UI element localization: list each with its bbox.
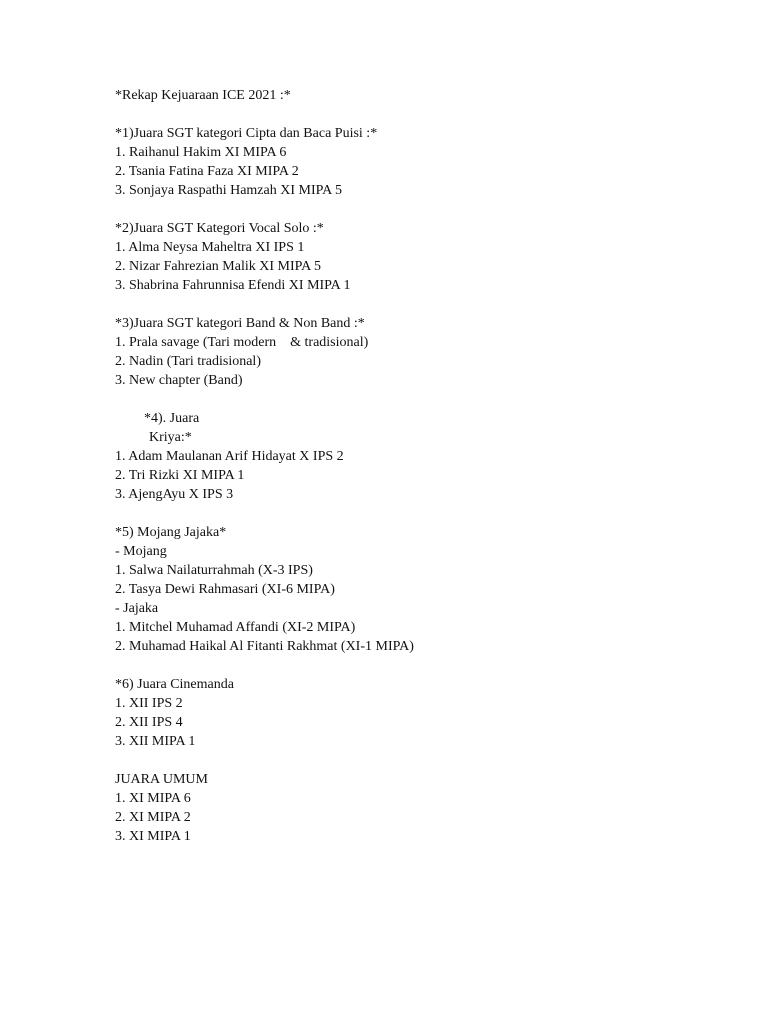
list-item: 2. Tasya Dewi Rahmasari (XI-6 MIPA) <box>115 582 335 597</box>
list-item: 1. Alma Neysa Maheltra XI IPS 1 <box>115 240 305 255</box>
list-item: 2. Tri Rizki XI MIPA 1 <box>115 468 245 483</box>
group-label-jajaka: - Jajaka <box>115 601 159 616</box>
list-item: 2. XII IPS 4 <box>115 715 183 730</box>
section-heading-4-line1: *4). Juara <box>144 411 200 426</box>
list-item: 3. XII MIPA 1 <box>115 734 196 749</box>
section-heading-3: *3)Juara SGT kategori Band & Non Band :* <box>115 316 365 331</box>
list-item: 1. Prala savage (Tari modern & tradisional) <box>115 335 369 350</box>
list-item: 1. Salwa Nailaturrahmah (X-3 IPS) <box>115 563 313 578</box>
document-content <box>115 86 715 846</box>
list-item: 2. Tsania Fatina Faza XI MIPA 2 <box>115 164 299 179</box>
section-heading-juara-umum: JUARA UMUM <box>115 772 208 787</box>
spacer <box>115 504 715 523</box>
list-item: 2. XI MIPA 2 <box>115 810 191 825</box>
spacer <box>115 390 715 409</box>
section-heading-4-line2: Kriya:* <box>149 430 192 445</box>
spacer <box>115 105 715 124</box>
section-heading-2: *2)Juara SGT Kategori Vocal Solo :* <box>115 221 324 236</box>
list-item: 3. Sonjaya Raspathi Hamzah XI MIPA 5 <box>115 183 342 198</box>
list-item: 3. Shabrina Fahrunnisa Efendi XI MIPA 1 <box>115 278 351 293</box>
list-item: 1. Mitchel Muhamad Affandi (XI-2 MIPA) <box>115 620 356 635</box>
list-item: 1. XI MIPA 6 <box>115 791 191 806</box>
list-item: 2. Muhamad Haikal Al Fitanti Rakhmat (XI-1 MIPA) <box>115 639 414 654</box>
section-heading-5: *5) Mojang Jajaka* <box>115 525 227 540</box>
list-item: 3. AjengAyu X IPS 3 <box>115 487 234 502</box>
document-title: *Rekap Kejuaraan ICE 2021 :* <box>115 88 291 103</box>
group-label-mojang: - Mojang <box>115 544 167 559</box>
list-item: 2. Nizar Fahrezian Malik XI MIPA 5 <box>115 259 321 274</box>
list-item: 1. Raihanul Hakim XI MIPA 6 <box>115 145 287 160</box>
list-item: 1. Adam Maulanan Arif Hidayat X IPS 2 <box>115 449 344 464</box>
spacer <box>115 751 715 770</box>
list-item: 1. XII IPS 2 <box>115 696 183 711</box>
spacer <box>115 200 715 219</box>
list-item: 3. XI MIPA 1 <box>115 829 191 844</box>
list-item: 3. New chapter (Band) <box>115 373 243 388</box>
section-heading-1: *1)Juara SGT kategori Cipta dan Baca Puisi :* <box>115 126 378 141</box>
section-heading-6: *6) Juara Cinemanda <box>115 677 234 692</box>
spacer <box>115 656 715 675</box>
spacer <box>115 295 715 314</box>
list-item: 2. Nadin (Tari tradisional) <box>115 354 261 369</box>
